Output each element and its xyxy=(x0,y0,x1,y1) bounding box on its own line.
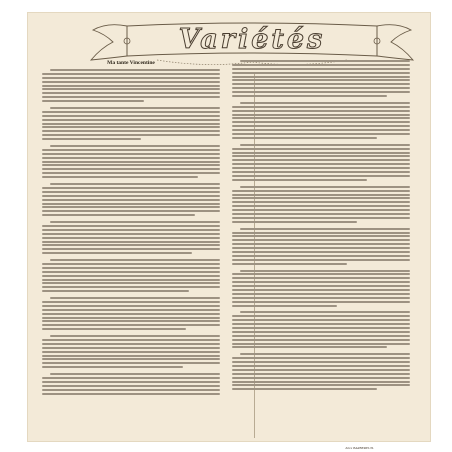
text-line xyxy=(42,187,220,189)
text-line xyxy=(42,248,220,250)
text-line xyxy=(232,255,410,257)
text-line xyxy=(42,214,195,216)
text-line xyxy=(240,144,410,146)
text-line xyxy=(42,320,220,322)
text-line xyxy=(232,305,337,307)
text-line xyxy=(232,110,410,112)
text-line xyxy=(232,68,410,70)
text-line xyxy=(42,88,220,90)
text-line xyxy=(232,133,410,135)
text-line xyxy=(42,343,220,345)
text-line xyxy=(232,331,410,333)
text-line xyxy=(42,385,220,387)
text-line xyxy=(240,228,410,230)
text-line xyxy=(42,366,183,368)
text-line xyxy=(232,301,410,303)
text-line xyxy=(232,361,410,363)
text-line xyxy=(240,311,410,313)
section-title: Variétés xyxy=(178,24,326,55)
text-line xyxy=(42,225,220,227)
text-line xyxy=(42,92,220,94)
text-line xyxy=(42,279,220,281)
text-line xyxy=(232,213,410,215)
author-signature: Jules BARBEREUIL xyxy=(345,446,374,450)
text-line xyxy=(42,134,220,136)
text-line xyxy=(42,233,220,235)
text-line xyxy=(232,285,410,287)
right-column xyxy=(232,60,410,428)
text-line xyxy=(232,377,410,379)
text-line xyxy=(42,362,220,364)
text-line xyxy=(232,194,410,196)
text-line xyxy=(232,209,410,211)
text-line xyxy=(42,351,220,353)
text-line xyxy=(232,384,410,386)
text-line xyxy=(232,87,410,89)
text-line xyxy=(232,159,410,161)
text-line xyxy=(42,229,220,231)
text-line xyxy=(42,85,220,87)
text-line xyxy=(232,273,410,275)
text-line xyxy=(42,317,220,319)
text-line xyxy=(232,171,410,173)
text-line xyxy=(232,365,410,367)
text-line xyxy=(232,83,410,85)
text-line xyxy=(232,381,410,383)
text-line xyxy=(232,346,387,348)
text-line xyxy=(42,138,141,140)
text-line xyxy=(232,148,410,150)
text-line xyxy=(42,275,220,277)
text-line xyxy=(232,125,410,127)
text-line xyxy=(50,259,220,261)
text-line xyxy=(42,358,220,360)
text-line xyxy=(50,107,220,109)
text-line xyxy=(232,64,410,66)
text-line xyxy=(50,297,220,299)
text-line xyxy=(42,119,220,121)
text-line xyxy=(232,91,410,93)
text-line xyxy=(232,76,410,78)
text-line xyxy=(232,114,410,116)
text-line xyxy=(50,183,220,185)
text-line xyxy=(42,206,220,208)
text-line xyxy=(42,81,220,83)
text-line xyxy=(232,72,410,74)
text-line xyxy=(42,271,220,273)
text-line xyxy=(42,282,220,284)
text-line xyxy=(42,305,220,307)
text-line xyxy=(232,197,410,199)
text-line xyxy=(42,210,220,212)
text-line xyxy=(42,115,220,117)
text-line xyxy=(232,323,410,325)
text-line xyxy=(42,199,220,201)
text-line xyxy=(42,241,220,243)
text-line xyxy=(42,176,198,178)
text-line xyxy=(240,102,410,104)
text-line xyxy=(232,388,377,390)
text-line xyxy=(232,163,410,165)
text-line xyxy=(240,353,410,355)
text-line xyxy=(232,251,410,253)
text-line xyxy=(50,335,220,337)
text-line xyxy=(232,339,410,341)
text-line xyxy=(232,121,410,123)
text-line xyxy=(232,235,410,237)
text-line xyxy=(42,263,220,265)
text-line xyxy=(42,347,220,349)
text-line xyxy=(232,167,410,169)
text-line xyxy=(50,69,220,71)
text-line xyxy=(42,393,220,395)
text-line xyxy=(42,96,220,98)
text-line xyxy=(232,117,410,119)
text-line xyxy=(42,172,220,174)
text-line xyxy=(232,293,410,295)
text-line xyxy=(42,339,220,341)
text-line xyxy=(232,319,410,321)
text-line xyxy=(42,267,220,269)
text-line xyxy=(232,357,410,359)
text-line xyxy=(232,155,410,157)
text-line xyxy=(232,335,410,337)
text-line xyxy=(42,126,220,128)
text-line xyxy=(42,324,220,326)
text-line xyxy=(42,286,220,288)
text-line xyxy=(42,191,220,193)
text-line xyxy=(42,153,220,155)
text-line xyxy=(232,175,410,177)
text-line xyxy=(232,152,410,154)
text-line xyxy=(232,247,410,249)
text-line xyxy=(42,309,220,311)
text-line xyxy=(232,373,410,375)
text-line xyxy=(232,221,357,223)
text-line xyxy=(42,377,220,379)
text-line xyxy=(232,190,410,192)
text-line xyxy=(42,290,189,292)
text-line xyxy=(232,259,410,261)
text-line xyxy=(232,315,410,317)
text-line xyxy=(42,355,220,357)
text-line xyxy=(232,263,347,265)
text-line xyxy=(232,289,410,291)
text-line xyxy=(232,179,367,181)
text-line xyxy=(42,123,220,125)
text-line xyxy=(232,95,387,97)
text-line xyxy=(232,201,410,203)
text-line xyxy=(42,161,220,163)
text-line xyxy=(42,130,220,132)
text-line xyxy=(240,270,410,272)
text-line xyxy=(42,237,220,239)
text-line xyxy=(232,217,410,219)
text-line xyxy=(42,328,186,330)
text-line xyxy=(232,277,410,279)
text-line xyxy=(50,373,220,375)
text-line xyxy=(42,111,220,113)
text-line xyxy=(232,281,410,283)
text-line xyxy=(232,137,377,139)
text-line xyxy=(232,343,410,345)
text-line xyxy=(42,100,144,102)
text-line xyxy=(232,369,410,371)
text-line xyxy=(232,232,410,234)
text-line xyxy=(232,243,410,245)
article-heading: Ma tante Vincentine xyxy=(107,60,155,66)
text-line xyxy=(42,195,220,197)
text-line xyxy=(42,301,220,303)
text-line xyxy=(232,106,410,108)
text-line xyxy=(232,205,410,207)
text-line xyxy=(42,203,220,205)
text-line xyxy=(42,157,220,159)
left-column xyxy=(42,60,220,428)
text-line xyxy=(240,60,410,62)
text-line xyxy=(42,73,220,75)
text-line xyxy=(42,164,220,166)
text-line xyxy=(232,79,410,81)
text-line xyxy=(42,389,220,391)
text-line xyxy=(232,297,410,299)
paragraph-gap xyxy=(232,392,410,395)
text-line xyxy=(42,381,220,383)
text-line xyxy=(42,244,220,246)
text-line xyxy=(232,327,410,329)
text-line xyxy=(50,221,220,223)
text-line xyxy=(50,145,220,147)
text-line xyxy=(240,186,410,188)
text-line xyxy=(42,313,220,315)
text-line xyxy=(232,129,410,131)
text-line xyxy=(42,168,220,170)
text-line xyxy=(42,149,220,151)
text-line xyxy=(232,239,410,241)
text-line xyxy=(42,252,192,254)
text-line xyxy=(42,77,220,79)
